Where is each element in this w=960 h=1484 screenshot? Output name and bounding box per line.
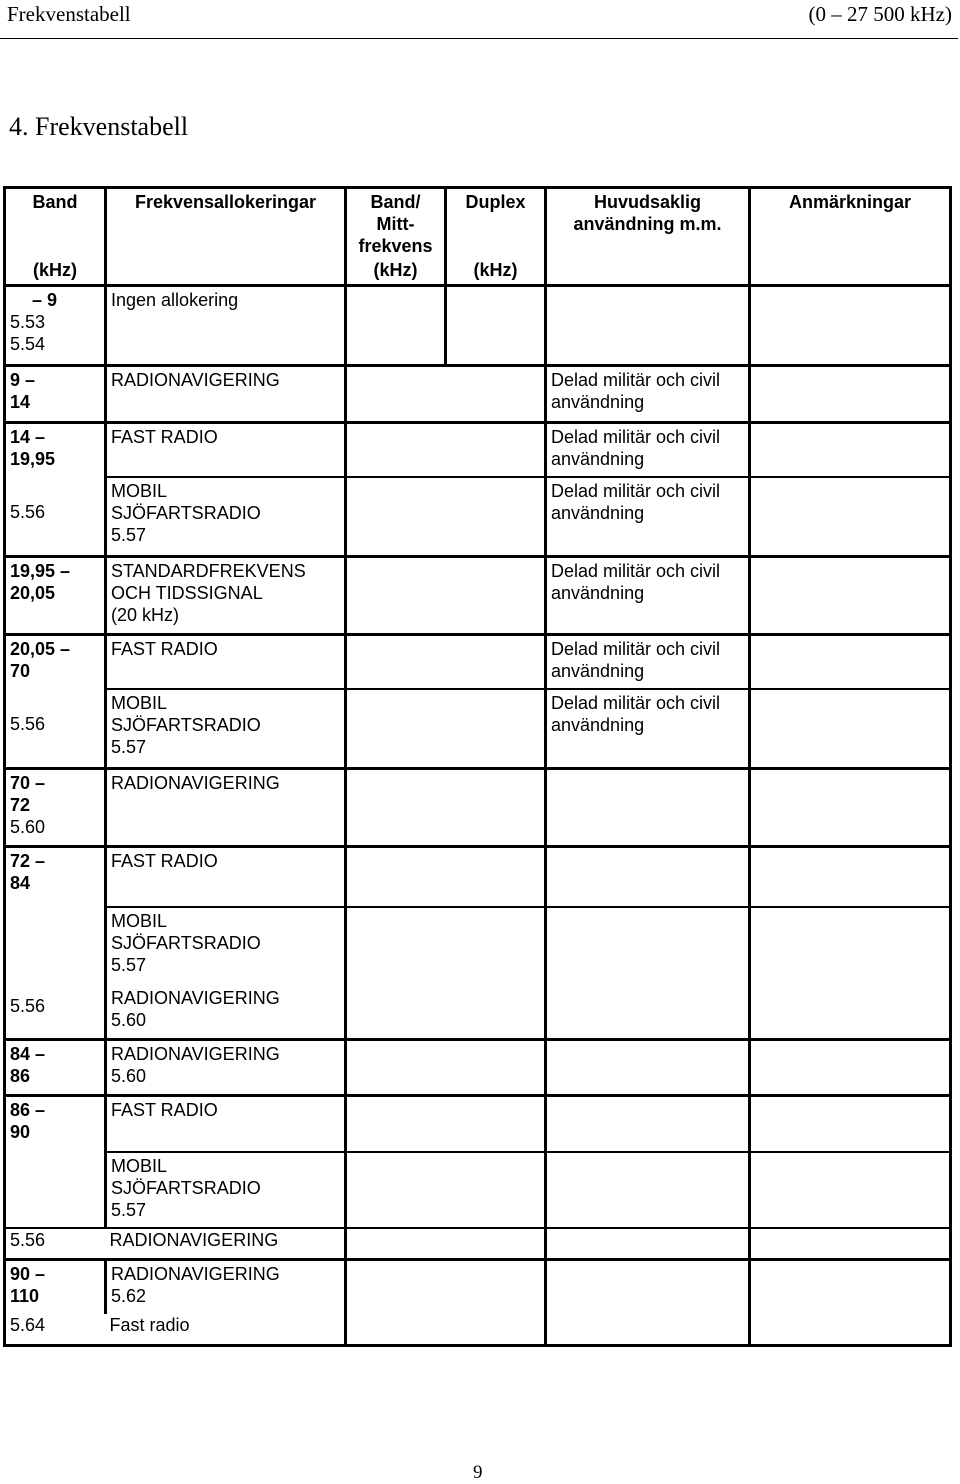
- col-header-band: Band: [5, 188, 106, 258]
- band-unit: (kHz): [5, 257, 106, 286]
- use-cell: Delad militär och civil användning: [546, 477, 750, 557]
- alloc-cell: MOBIL SJÖFARTSRADIO 5.57: [106, 907, 346, 985]
- alloc-cell: RADIONAVIGERING: [106, 769, 346, 847]
- frequency-table: [3, 186, 952, 1347]
- table-row: [5, 1040, 951, 1096]
- alloc-cell: STANDARDFREKVENS OCH TIDSSIGNAL (20 kHz): [106, 557, 346, 635]
- col-header-use: Huvudsaklig användning m.m.: [546, 188, 750, 258]
- alloc-cell: RADIONAVIGERING 5.62: [106, 1260, 346, 1314]
- band-cell: 14 – 19,95 5.56: [5, 423, 106, 557]
- col-header-alloc: Frekvensallokeringar: [106, 188, 346, 258]
- alloc-cell: FAST RADIO: [106, 847, 346, 907]
- bandmitt-unit: (kHz): [346, 257, 446, 286]
- table-row: [5, 477, 951, 557]
- table-row: [5, 907, 951, 985]
- col-header-bandmitt: Band/ Mitt- frekvens: [346, 188, 446, 258]
- alloc-cell: RADIONAVIGERING 5.60: [106, 1040, 346, 1096]
- table-row: [5, 769, 951, 847]
- table-row: [5, 635, 951, 689]
- band-cell: 5.64: [5, 1314, 106, 1346]
- table-row: [5, 689, 951, 769]
- alloc-cell: RADIONAVIGERING: [106, 1228, 346, 1260]
- band-cell: 86 – 90: [5, 1096, 106, 1228]
- band-cell: 19,95 – 20,05: [5, 557, 106, 635]
- alloc-cell: MOBIL SJÖFARTSRADIO 5.57: [106, 689, 346, 769]
- table-row: [5, 985, 951, 1040]
- header-title: Frekvenstabell: [7, 2, 131, 26]
- alloc-cell: Ingen allokering: [106, 286, 346, 366]
- table-row: [5, 1260, 951, 1314]
- table-unit-row: [5, 257, 951, 286]
- table-row: [5, 366, 951, 423]
- table-row: [5, 423, 951, 477]
- use-cell: Delad militär och civil användning: [546, 557, 750, 635]
- use-cell: Delad militär och civil användning: [546, 689, 750, 769]
- table-row: [5, 847, 951, 907]
- table-row: [5, 557, 951, 635]
- use-cell: Delad militär och civil användning: [546, 366, 750, 423]
- alloc-cell: Fast radio: [106, 1314, 346, 1346]
- col-header-notes: Anmärkningar: [750, 188, 951, 258]
- table-row: [5, 1096, 951, 1152]
- band-cell: 84 – 86: [5, 1040, 106, 1096]
- table-row: [5, 1152, 951, 1228]
- section-title: 4. Frekvenstabell: [9, 112, 189, 141]
- band-cell: 20,05 – 70 5.56: [5, 635, 106, 769]
- band-cell: – 9 5.53 5.54: [5, 286, 106, 366]
- band-cell: 72 – 84 5.56: [5, 847, 106, 1040]
- table-row: [5, 1228, 951, 1260]
- table-row: [5, 1314, 951, 1346]
- page-header: [0, 0, 958, 39]
- alloc-cell: MOBIL SJÖFARTSRADIO 5.57: [106, 1152, 346, 1228]
- use-cell: Delad militär och civil användning: [546, 635, 750, 689]
- table-header-row: [5, 188, 951, 258]
- alloc-cell: FAST RADIO: [106, 635, 346, 689]
- band-cell: 90 – 110: [5, 1260, 106, 1314]
- band-cell: 70 – 72 5.60: [5, 769, 106, 847]
- table-row: [5, 286, 951, 366]
- band-cell: 9 – 14: [5, 366, 106, 423]
- alloc-cell: FAST RADIO: [106, 1096, 346, 1152]
- alloc-cell: RADIONAVIGERING: [106, 366, 346, 423]
- alloc-cell: MOBIL SJÖFARTSRADIO 5.57: [106, 477, 346, 557]
- page-number: 9: [473, 1462, 483, 1483]
- duplex-unit: (kHz): [446, 257, 546, 286]
- band-cell: 5.56: [5, 1228, 106, 1260]
- alloc-cell: FAST RADIO: [106, 423, 346, 477]
- use-cell: Delad militär och civil användning: [546, 423, 750, 477]
- header-range: (0 – 27 500 kHz): [808, 2, 952, 26]
- alloc-cell: RADIONAVIGERING 5.60: [106, 985, 346, 1040]
- col-header-duplex: Duplex: [446, 188, 546, 258]
